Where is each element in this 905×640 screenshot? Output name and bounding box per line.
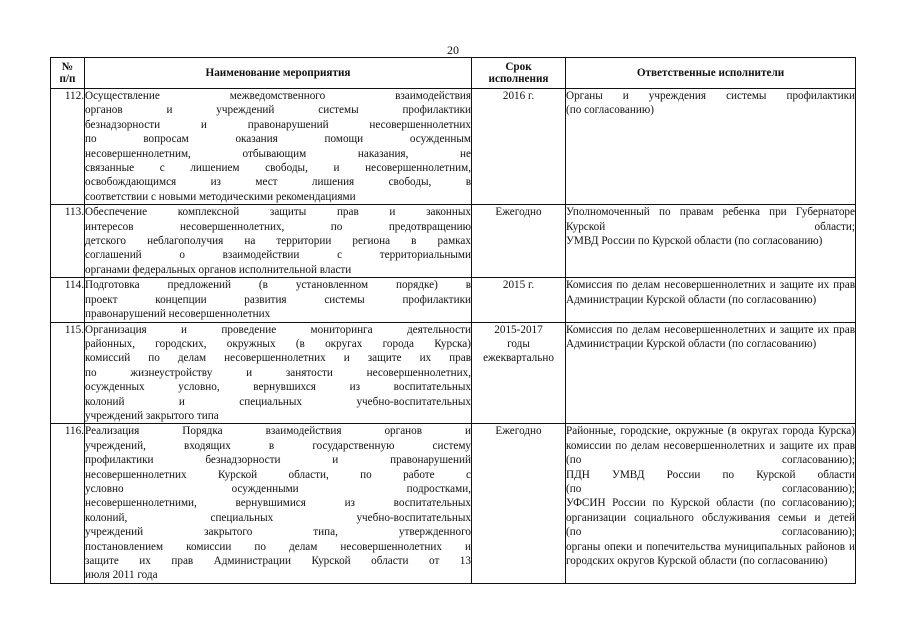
execution-term-line: 2016 г. bbox=[502, 90, 535, 102]
measure-name-line: несовершеннолетними, вернувшимися из воспитательных bbox=[85, 497, 471, 510]
execution-term-line: 2015 г. bbox=[502, 279, 535, 292]
measure-name-line: профилактики безнадзорности и правонарушений bbox=[85, 454, 471, 467]
measure-name-line: условно осужденными подростками, bbox=[85, 482, 471, 495]
table-row bbox=[51, 424, 856, 583]
row-number: 112. bbox=[51, 89, 85, 205]
table-row bbox=[51, 89, 856, 205]
execution-term bbox=[472, 205, 566, 278]
responsible-executors-line: УФСИН России по Курской области (по согласованию); bbox=[566, 497, 855, 510]
header-measure-name: Наименование мероприятия bbox=[85, 58, 472, 89]
measure-name-line: Осуществление межведомственного взаимодействия bbox=[85, 90, 471, 102]
measures-table bbox=[50, 57, 856, 584]
table-row bbox=[51, 322, 856, 424]
execution-term bbox=[472, 89, 566, 205]
header-term-line: исполнения bbox=[488, 73, 549, 85]
responsible-executors-line: Органы и учреждения системы профилактики bbox=[566, 90, 855, 102]
responsible-executors-line: ПДН УМВД России по Курской области bbox=[566, 468, 855, 481]
row-number: 114. bbox=[51, 278, 85, 322]
page-number: 20 bbox=[447, 43, 459, 57]
measure-name-line: комиссий по делам несовершеннолетних и защите их прав bbox=[85, 352, 471, 365]
row-number: 115. bbox=[51, 322, 85, 424]
responsible-executors-line: Уполномоченный по правам ребенка при Губернаторе bbox=[566, 206, 855, 219]
execution-term-line: Ежегодно bbox=[495, 425, 542, 438]
responsible-executors bbox=[566, 322, 856, 424]
measure-name-line: по жизнеустройству и занятости несовершеннолетних, bbox=[85, 366, 471, 379]
responsible-executors-line: (по согласованию) bbox=[566, 104, 654, 117]
responsible-executors-line: комиссии по делам несовершеннолетних и защите их прав bbox=[566, 439, 855, 452]
responsible-executors-line: органы опеки и попечительства муниципальных районов и bbox=[566, 540, 855, 553]
measure-name-line: связанные с лишением свободы, и несовершеннолетним, bbox=[85, 162, 471, 175]
responsible-executors bbox=[566, 205, 856, 278]
measure-name-line: Подготовка предложений (в установленном порядке) в bbox=[85, 279, 471, 292]
header-number bbox=[51, 58, 85, 89]
measure-name-line: осужденных условно, вернувшихся из воспитательных bbox=[85, 381, 471, 394]
row-number: 116. bbox=[51, 424, 85, 583]
header-term bbox=[472, 58, 566, 89]
responsible-executors-line: организации социального обслуживания семьи и детей bbox=[566, 511, 855, 524]
measure-name-line: Обеспечение комплексной защиты прав и законных bbox=[85, 206, 471, 219]
measure-name bbox=[85, 278, 472, 322]
measure-name-line: соглашений о взаимодействии с территориальными bbox=[85, 249, 471, 262]
measure-name-line: защите их прав Администрации Курской области от 13 bbox=[85, 555, 471, 567]
measure-name-line: Организация и проведение мониторинга деятельности bbox=[85, 323, 471, 336]
table-header-row bbox=[51, 58, 856, 89]
table-row bbox=[51, 205, 856, 278]
responsible-executors-line: Администрации Курской области (по согласованию) bbox=[566, 293, 817, 306]
execution-term bbox=[472, 424, 566, 583]
measure-name-line: органами федеральных органов исполнительной власти bbox=[85, 263, 352, 276]
measure-name-line: безнадзорности и правонарушений несовершеннолетних bbox=[85, 118, 471, 131]
execution-term bbox=[472, 322, 566, 424]
responsible-executors-line: Комиссия по делам несовершеннолетних и защите их прав bbox=[566, 279, 855, 292]
responsible-executors-line: Комиссия по делам несовершеннолетних и защите их прав bbox=[566, 323, 855, 336]
measure-name-line: детского неблагополучия на территории региона в рамках bbox=[85, 235, 471, 248]
measure-name-line: районных, городских, окружных (в округах города Курска) bbox=[85, 337, 471, 350]
responsible-executors-line: Районные, городские, окружные (в округах города Курска) bbox=[566, 425, 855, 438]
measure-name-line: органов и учреждений системы профилактики bbox=[85, 104, 471, 117]
responsible-executors-line: (по согласованию); bbox=[566, 526, 855, 539]
measure-name bbox=[85, 205, 472, 278]
responsible-executors-line: городских округов Курской области (по согласованию) bbox=[566, 555, 828, 567]
measure-name-line: проект концепции развития системы профилактики bbox=[85, 293, 471, 306]
measure-name-line: учреждений закрытого типа, утвержденного bbox=[85, 526, 471, 539]
responsible-executors bbox=[566, 89, 856, 205]
measure-name-line: несовершеннолетним, отбывающим наказания, не bbox=[85, 147, 471, 160]
measure-name bbox=[85, 424, 472, 583]
measure-name-line: учреждений, входящих в государственную систему bbox=[85, 439, 471, 452]
execution-term bbox=[472, 278, 566, 322]
responsible-executors-line: Администрации Курской области (по согласованию) bbox=[566, 337, 817, 350]
measure-name-line: Реализация Порядка взаимодействия органов и bbox=[85, 425, 471, 438]
measure-name-line: несовершеннолетних Курской области, по работе с bbox=[85, 468, 471, 481]
measure-name-line: соответствии с новыми методическими рекомендациями bbox=[85, 190, 356, 203]
execution-term-line: 2015-2017 bbox=[494, 323, 543, 336]
row-number: 113. bbox=[51, 205, 85, 278]
measure-name-line: июля 2011 года bbox=[85, 569, 158, 582]
responsible-executors-line: (по согласованию); bbox=[566, 454, 855, 467]
header-number-line: № bbox=[61, 61, 74, 73]
responsible-executors bbox=[566, 424, 856, 583]
execution-term-line: Ежегодно bbox=[495, 206, 542, 219]
responsible-executors-line: Курской области; bbox=[566, 220, 855, 233]
measure-name-line: колоний и специальных учебно-воспитательных bbox=[85, 395, 471, 408]
measure-name-line: учреждений закрытого типа bbox=[85, 409, 219, 422]
measure-name-line: освобождающимся из мест лишения свободы, в bbox=[85, 176, 471, 189]
measure-name-line: колоний, специальных учебно-воспитательных bbox=[85, 511, 471, 524]
responsible-executors bbox=[566, 278, 856, 322]
header-number-line: п/п bbox=[59, 73, 76, 85]
header-term-line: Срок bbox=[505, 61, 532, 73]
measure-name-line: правонарушений несовершеннолетних bbox=[85, 308, 271, 321]
responsible-executors-line: УМВД России по Курской области (по согласованию) bbox=[566, 235, 823, 248]
measure-name bbox=[85, 89, 472, 205]
measure-name-line: по вопросам оказания помощи осужденным bbox=[85, 133, 471, 146]
execution-term-line: ежеквартально bbox=[483, 352, 554, 365]
measure-name-line: интересов несовершеннолетних, по предотвращению bbox=[85, 220, 471, 233]
table-row bbox=[51, 278, 856, 322]
execution-term-line: годы bbox=[507, 337, 530, 350]
measure-name-line: постановлением комиссии по делам несовершеннолетних и bbox=[85, 540, 471, 553]
header-executors: Ответственные исполнители bbox=[566, 58, 856, 89]
table-body bbox=[51, 89, 856, 584]
measure-name bbox=[85, 322, 472, 424]
responsible-executors-line: (по согласованию); bbox=[566, 482, 855, 495]
